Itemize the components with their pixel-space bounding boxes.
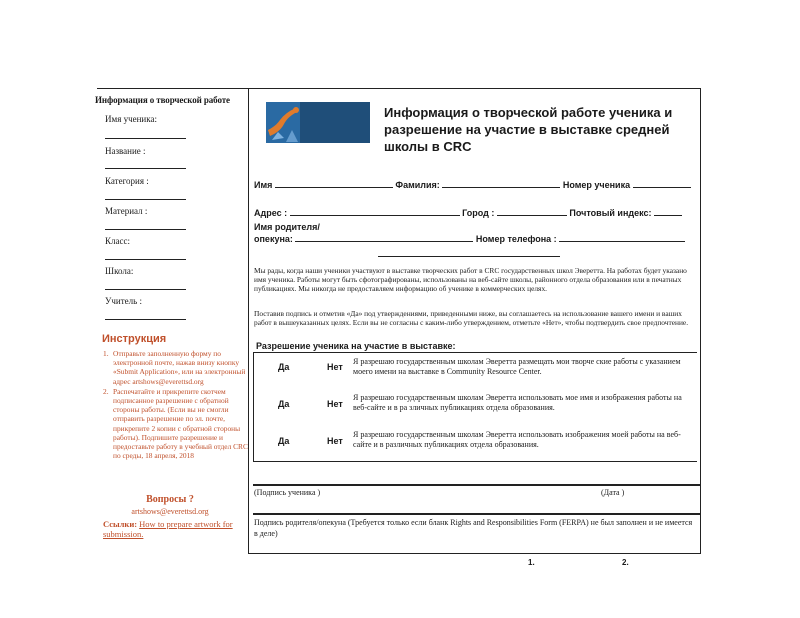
instructions-title: Инструкция bbox=[102, 333, 167, 345]
instruction-item bbox=[103, 387, 249, 461]
field-title-label: Название : bbox=[105, 146, 146, 156]
questions-email-link[interactable]: artshows@everettsd.org bbox=[131, 507, 209, 516]
field-school-input[interactable] bbox=[105, 289, 186, 290]
date-label: (Дата ) bbox=[601, 488, 625, 497]
instruction-number: 2. bbox=[103, 386, 109, 396]
phone-label: Номер телефона : bbox=[475, 234, 557, 244]
field-student-name-label: Имя ученика: bbox=[105, 114, 157, 124]
field-grade-input[interactable] bbox=[105, 259, 186, 260]
intro-paragraph: Мы рады, когда наши ученики участвуют в выставке творческих работ в CRC государственных школ Эверетта. На работах будет указано имя ученика. Работы могут быть сфотографированы, использованы на веб-сайте школы, районного отдела образования или в печатных публикациях. Мы никогда не предоставляем информацию об ученике в коммерческих целях. bbox=[254, 266, 687, 293]
no-checkbox-3[interactable]: Нет bbox=[327, 436, 343, 446]
no-checkbox-1[interactable]: Нет bbox=[327, 362, 343, 372]
links-label: Ссылки: bbox=[103, 519, 138, 529]
field-title-input[interactable] bbox=[105, 168, 186, 169]
student-number-label: Номер ученика bbox=[562, 180, 631, 190]
no-checkbox-2[interactable]: Нет bbox=[327, 399, 343, 409]
permission-statement-1: Я разрешаю государственным школам Эверетта размещать мои творче ские работы с указанием моего имени на выставке в Community Resource Center. bbox=[353, 357, 681, 376]
prepare-artwork-link[interactable]: How to prepare artwork for submission. bbox=[103, 519, 233, 539]
logo-graphic bbox=[266, 102, 370, 143]
phone-input[interactable] bbox=[559, 234, 685, 242]
name-row bbox=[254, 180, 691, 190]
top-rule bbox=[97, 88, 700, 89]
permission-statement-3: Я разрешаю государственным школам Эверетта использовать изображения моей работы на веб-сайте и в различных публикациях отдела образования. bbox=[353, 430, 681, 449]
surname-label: Фамилия: bbox=[395, 180, 440, 190]
zip-input[interactable] bbox=[654, 208, 682, 216]
yes-checkbox-3[interactable]: Да bbox=[278, 436, 290, 446]
page-title: Информация о творческой работе ученика и разрешение на участие в выставке средней школы в CRC bbox=[384, 105, 673, 154]
city-label: Город : bbox=[462, 208, 495, 218]
city-input[interactable] bbox=[497, 208, 567, 216]
name-label: Имя bbox=[254, 180, 273, 190]
student-signature-line[interactable] bbox=[253, 484, 701, 486]
sidebar-title: Информация о творческой работе bbox=[95, 95, 230, 105]
parent-label: опекуна: bbox=[254, 234, 293, 244]
page-number-2: 2. bbox=[622, 558, 629, 567]
yes-checkbox-1[interactable]: Да bbox=[278, 362, 290, 372]
permissions-title: Разрешение ученика на участие в выставке: bbox=[256, 341, 456, 351]
parent-row bbox=[254, 234, 685, 244]
parent-extra-line bbox=[378, 256, 560, 257]
student-number-input[interactable] bbox=[633, 180, 691, 188]
yes-checkbox-2[interactable]: Да bbox=[278, 399, 290, 409]
parent-label-line1: Имя родителя/ bbox=[254, 222, 320, 232]
field-teacher-label: Учитель : bbox=[105, 296, 142, 306]
parent-signature-label: Подпись родителя/опекуна (Требуется только если бланк Rights and Responsibilities Form (FERPA) не был заполнен и не имеется в деле) bbox=[254, 518, 693, 538]
instruction-item bbox=[103, 349, 249, 386]
questions-title: Вопросы ? bbox=[146, 494, 194, 505]
name-input[interactable] bbox=[275, 180, 393, 188]
page-number-1: 1. bbox=[528, 558, 535, 567]
bottom-rule bbox=[248, 553, 701, 554]
student-signature-label: (Подпись ученика ) bbox=[254, 488, 321, 497]
instruction-text: Распечатайте и прикрепите скотчем подписанное разрешение с обратной стороны работы. (Если вы не смогли отправить разрешение по эл. почте, прикрепите 2 копии с обратной стороны работы). Подпишите разрешение и предоставьте работу в учебный отдел CRC по среды, 18 апреля, 2018 bbox=[113, 386, 248, 461]
address-input[interactable] bbox=[290, 208, 460, 216]
parent-signature-line[interactable] bbox=[253, 513, 701, 515]
zip-label: Почтовый индекс: bbox=[569, 208, 652, 218]
field-category-input[interactable] bbox=[105, 199, 186, 200]
field-teacher-input[interactable] bbox=[105, 319, 186, 320]
surname-input[interactable] bbox=[442, 180, 560, 188]
instructions-list bbox=[103, 349, 249, 461]
consent-paragraph: Поставив подпись и отметив «Да» под утверждениями, приведенными ниже, вы соглашаетесь на использование вашего имени и ваших работ в вышеуказанных целях. Если вы не согласны с каким-либо утверждением, отметьте «Нет», чтобы подтвердить свое предпочтение. bbox=[254, 309, 689, 327]
field-material-input[interactable] bbox=[105, 229, 186, 230]
district-logo bbox=[266, 102, 370, 143]
links-block bbox=[103, 519, 253, 539]
instruction-number: 1. bbox=[103, 349, 109, 358]
instruction-text: Отправьте заполненную форму по электронной почте, нажав внизу кнопку «Submit Application», или на электронный адрес artshows@everettsd.org bbox=[113, 349, 246, 386]
address-label: Адрес : bbox=[254, 208, 288, 218]
field-grade-label: Класс: bbox=[105, 236, 130, 246]
address-row bbox=[254, 208, 682, 218]
field-school-label: Школа: bbox=[105, 266, 134, 276]
field-category-label: Категория : bbox=[105, 176, 149, 186]
permission-statement-2: Я разрешаю государственным школам Эверетта использовать мое имя и изображения работы на веб-сайте и в ра зличных публикациях отдела образования. bbox=[353, 393, 682, 412]
field-material-label: Материал : bbox=[105, 206, 148, 216]
parent-input[interactable] bbox=[295, 234, 473, 242]
field-student-name-input[interactable] bbox=[105, 138, 186, 139]
column-divider bbox=[248, 88, 249, 553]
